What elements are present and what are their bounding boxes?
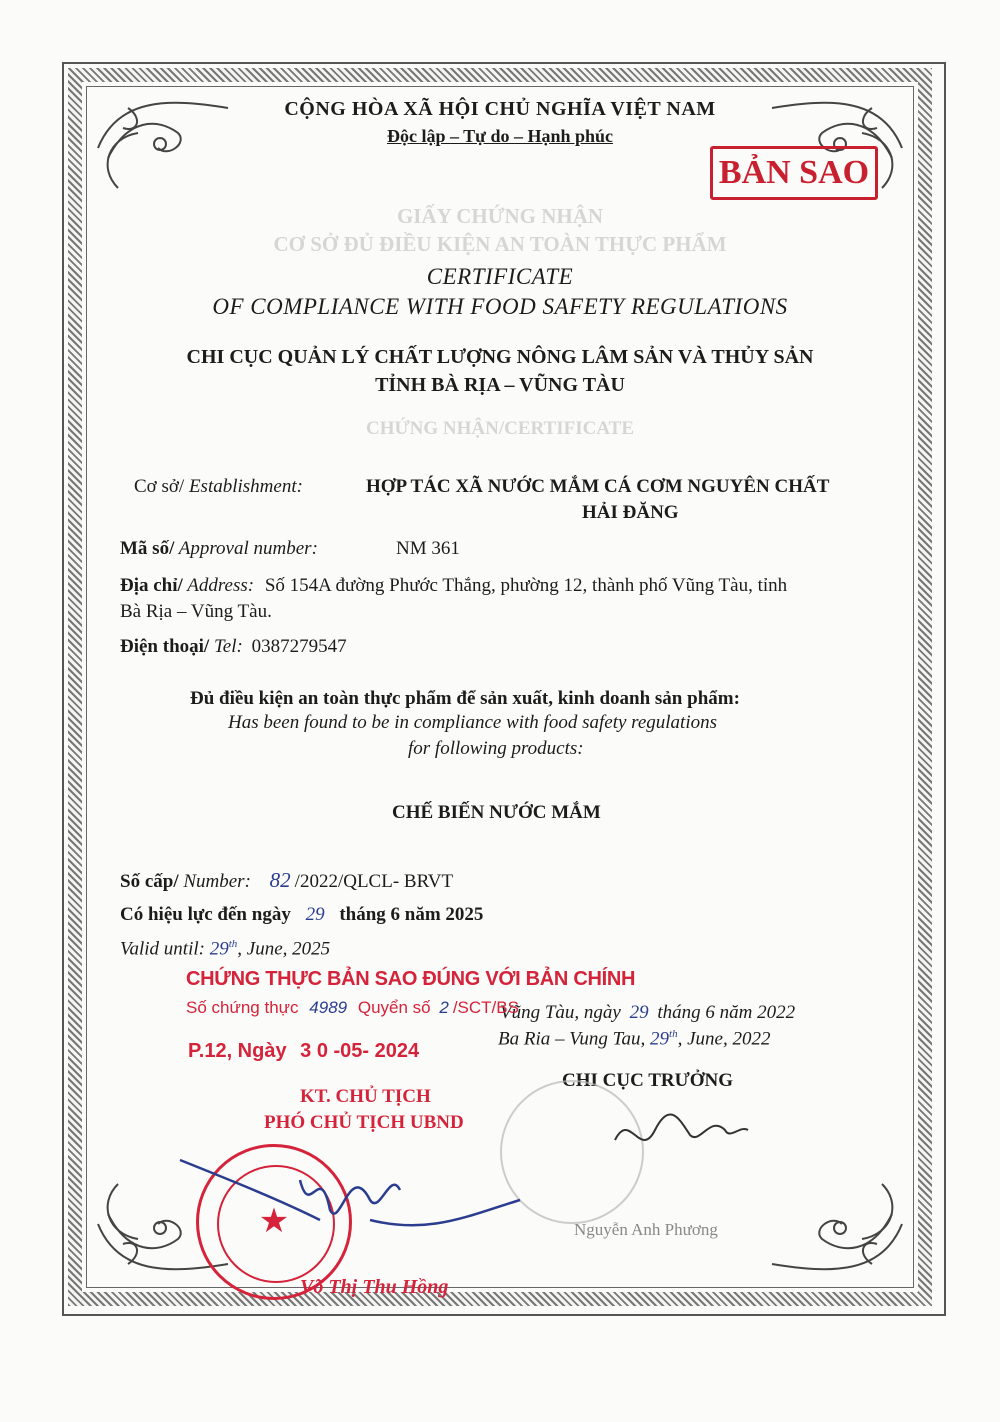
certified-number-label: Số chứng thực (186, 998, 299, 1017)
copy-stamp-text: BẢN SAO (718, 154, 870, 191)
place-date-en-day: 29 (650, 1028, 670, 1050)
certified-book-suffix: /SCT/BS (452, 998, 519, 1017)
certified-book-value: 2 (439, 998, 449, 1017)
certified-sign-line2: PHÓ CHỦ TỊCH UBND (264, 1112, 464, 1133)
address-value-line2: Bà Rịa – Vũng Tàu. (120, 601, 272, 622)
tel-value: 0387279547 (251, 636, 347, 657)
signature-director (610, 1100, 750, 1160)
round-red-seal: ★ (196, 1144, 352, 1300)
establishment-value-line2: HẢI ĐĂNG (582, 502, 679, 523)
establishment-value-line1: HỢP TÁC XÃ NƯỚC MẮM CÁ CƠM NGUYÊN CHẤT (366, 476, 830, 497)
approval-value: NM 361 (396, 538, 460, 559)
validity-en (120, 938, 330, 960)
title-vn-line2: CƠ SỞ ĐỦ ĐIỀU KIỆN AN TOÀN THỰC PHẨM (273, 232, 727, 256)
number-label-en: Number: (178, 871, 251, 892)
compliance-en-line1: Has been found to be in compliance with food safety regulations (228, 712, 718, 733)
certifies-heading: CHỨNG NHẬN/CERTIFICATE (366, 418, 634, 439)
tel-label-en: Tel: (209, 636, 243, 657)
approval-label-en: Approval number: (174, 538, 318, 559)
number-line (120, 868, 453, 893)
title-vn-line1: GIẤY CHỨNG NHẬN (396, 204, 604, 228)
nation-title: CỘNG HÒA XÃ HỘI CHỦ NGHĨA VIỆT NAM (284, 98, 716, 120)
certified-date-prefix: P.12, Ngày (188, 1040, 287, 1062)
place-date-en (498, 1028, 770, 1050)
validity-vn-suffix: tháng 6 năm 2025 (339, 904, 484, 925)
title-en-line2: OF COMPLIANCE WITH FOOD SAFETY REGULATIONS (212, 294, 788, 319)
certified-date (188, 1040, 419, 1063)
certified-copy-heading: CHỨNG THỰC BẢN SAO ĐÚNG VỚI BẢN CHÍNH (186, 968, 636, 990)
establishment-label-vn: Cơ sở/ (134, 476, 185, 497)
place-date-en-sup: th (669, 1028, 678, 1040)
place-date-en-prefix: Ba Ria – Vung Tau, (498, 1028, 646, 1050)
tel-line (120, 636, 347, 658)
certified-book-label: Quyển số (357, 998, 431, 1017)
issuer-line2: TỈNH BÀ RỊA – VŨNG TÀU (375, 374, 625, 396)
tel-label-vn: Điện thoại/ (120, 636, 210, 657)
address-label-en: Address: (182, 575, 255, 596)
place-date-vn (500, 1002, 795, 1024)
compliance-en-line2: for following products: (408, 738, 584, 759)
product-name: CHẾ BIẾN NƯỚC MẮM (392, 802, 601, 823)
number-suffix: /2022/QLCL- BRVT (294, 871, 454, 892)
address-label-vn: Địa chỉ/ (120, 575, 183, 596)
validity-en-day: 29 (209, 938, 229, 960)
validity-vn-prefix: Có hiệu lực đến ngày (120, 904, 291, 925)
establishment-label (134, 476, 303, 498)
certified-sign-name: Võ Thị Thu Hồng (300, 1276, 449, 1298)
approval-label (120, 538, 318, 560)
address-value-line1: Số 154A đường Phước Thắng, phường 12, thành phố Vũng Tàu, tỉnh (264, 575, 788, 596)
corner-ornament-bottom-right (762, 1174, 912, 1284)
number-label-vn: Số cấp/ (120, 871, 179, 892)
validity-vn (120, 904, 483, 926)
national-motto: Độc lập – Tự do – Hạnh phúc (386, 126, 614, 146)
place-date-vn-day: 29 (629, 1002, 649, 1023)
certified-sign-line1: KT. CHỦ TỊCH (300, 1086, 431, 1107)
certified-copy-numbers (186, 998, 519, 1018)
place-date-vn-prefix: Vũng Tàu, ngày (500, 1002, 621, 1023)
establishment-label-en: Establishment: (184, 476, 303, 497)
validity-en-suffix: , June, 2025 (237, 938, 331, 960)
number-handwritten: 82 (269, 868, 291, 892)
issuer-line1: CHI CỤC QUẢN LÝ CHẤT LƯỢNG NÔNG LÂM SẢN VÀ THỦY SẢN (186, 346, 814, 368)
validity-vn-day: 29 (305, 904, 325, 925)
certified-number-value: 4989 (309, 998, 348, 1017)
certified-date-value: 3 0 -05- 2024 (300, 1040, 420, 1062)
validity-en-prefix: Valid until: (120, 938, 205, 960)
copy-stamp (710, 146, 878, 200)
signature-vice-chairman (170, 1140, 530, 1280)
approval-label-vn: Mã số/ (120, 538, 175, 559)
compliance-vn: Đủ điều kiện an toàn thực phẩm để sản xuất, kinh doanh sản phẩm: (190, 688, 740, 709)
place-date-en-suffix: , June, 2022 (677, 1028, 771, 1050)
signatory-title: CHI CỤC TRƯỞNG (562, 1070, 734, 1091)
validity-en-sup: th (228, 938, 238, 950)
signatory-name: Nguyễn Anh Phương (574, 1220, 718, 1239)
place-date-vn-suffix: tháng 6 năm 2022 (657, 1002, 796, 1023)
title-en-line1: CERTIFICATE (426, 264, 574, 289)
address-line1 (120, 575, 787, 597)
